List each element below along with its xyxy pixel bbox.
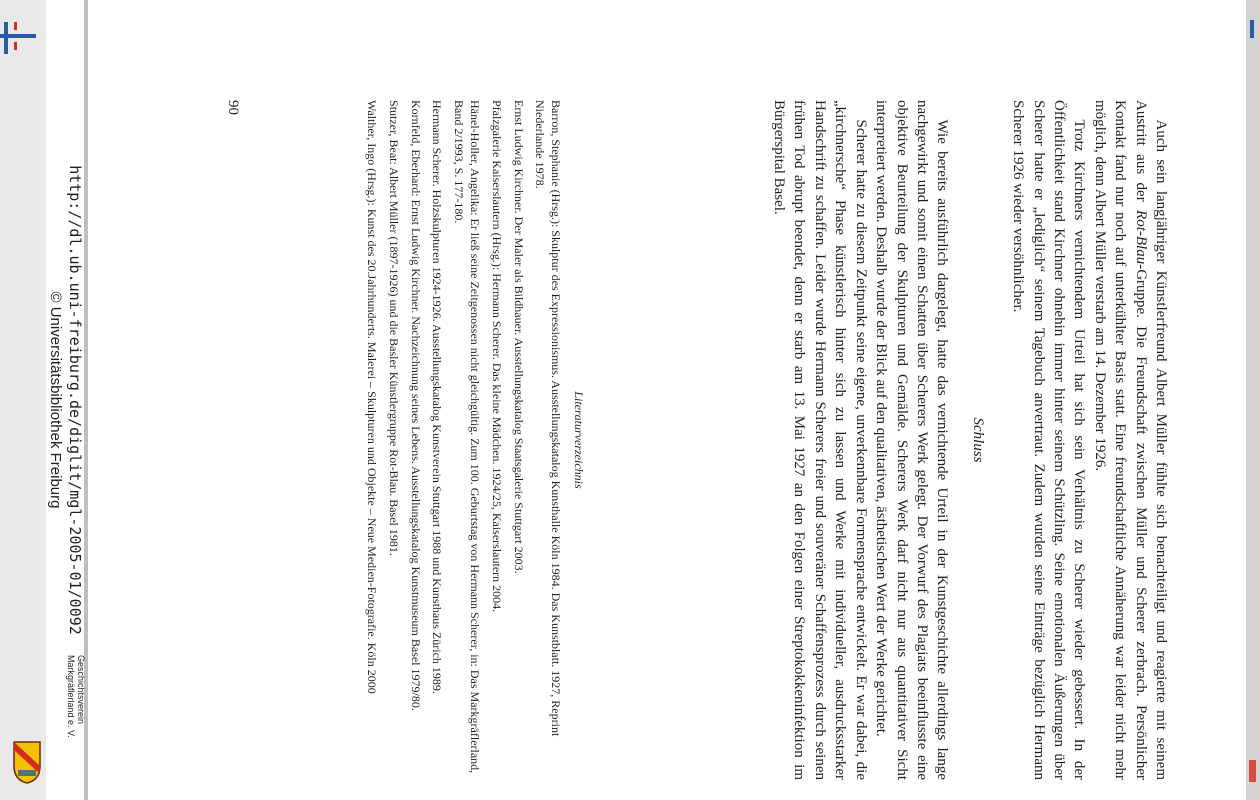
bibliography-entry: Hermann Scherer. Holzskulpturen 1924-1926. Ausstellungskatalog Kunstverein Stuttgart 1988 und Kunsthaus Zürich 1989.: [430, 100, 445, 694]
edge-marks-icon: [1247, 20, 1257, 800]
bibliography-entry: Hänel-Holler, Angelika: Er ließ seine Zeitgenossen nicht gleichgültig. Zum 100. Geburtstag von Hermann Scherer, in: Das Markgräflerland, Band 2/1993, S. 177-180.: [452, 100, 483, 774]
paragraph-text: -Gruppe. Die Freundschaft zwischen Müller und Scherer zerbrach. Persönlicher Kontakt fand nur noch auf unterkühlter Basis statt. Eine freundschaftliche Annäherung war leider nicht mehr möglich, denn Albert Müller verstarb am 14. Dezember 1926.: [1091, 100, 1149, 780]
paragraph-kirchner: [1008, 100, 1090, 780]
section-title: Schluss: [969, 417, 986, 463]
bibliography-entry: Stutzer, Beat: Albert Müller (1897-1926) und die Basler Künstlergruppe Rot-Blau. Basel 1981.: [386, 100, 401, 556]
conclusion-paragraph-2: Scherer hatte zu diesem Zeitpunkt seine eigene, unverkennbare Formensprache entwickelt. Er war dabei, die „kirchnersche“ Phase künstlerisch hinter sich zu lassen und Werke mit individueller, ausdrucksstarker Handschrift zu schaffen. Leider wurde Hermann Scherers freier und souveräner Schaffensprozess durch seinen frühen Tod abrupt beendet, denn er starb am 13. Mai 1927 an den Folgen einer Streptokokkeninfektion im Bürgerspital Basel.: [771, 100, 869, 780]
bibliography-entry: Ernst Ludwig Kirchner. Der Maler als Bildhauer. Ausstellungskatalog Staatsgalerie Stuttgart 2003.: [511, 100, 526, 574]
paragraph-mueller: [1089, 100, 1171, 780]
document-page: [46, 0, 1246, 800]
rotated-page-content: [46, 0, 1246, 800]
paragraph-text: Auch sein langjähriger Künstlerfreund Albert Müller fühlte sich benachteiligt und reagierte mit seinem Austritt aus der: [1132, 100, 1169, 780]
page-number: 90: [225, 100, 241, 115]
footer-copyright: © Universitätsbibliothek Freiburg: [47, 291, 64, 509]
viewer-right-margin: [1246, 0, 1259, 800]
conclusion-paragraph-1: Wie bereits ausführlich dargelegt, hatte das vernichtende Urteil in der Kunstgeschichte allerdings lange nachgewirkt und somit einen Schatten über Scherers Werk gelegt. Der Vorwurf des Plagiats beeinflusste eine objektive Beurteilung der Skulpturen und Gemälde. Scherers Werk darf nicht nur aus quantitativer Sicht interpretiert werden. Deshalb wurde der Blick auf den qualitativen, ästhetischen Wert der Werke gerichtet.: [873, 100, 951, 780]
paragraph-text: Trotz Kirchners vernichtendem Urteil hat sich sein Verhältnis zu Scherer wieder gebessert. In der Öffentlichkeit stand Kirchner ohnehin immer hinter seinem Schützling. Seine emotionalen Äußerungen über Scherer hatte er „lediglich“ seinem Tagebuch anvertraut. Zudem wurden seine Einträge bezüglich Hermann Scherer 1926 wieder versöhnlicher.: [1010, 100, 1088, 780]
bibliography-entry: Barron, Stephanie (Hrsg.): Skulptur des Expressionismus. Ausstellungskatalog Kunsthalle Köln 1984. Das Kunstblatt. 1927, Reprint Niederlande 1978.: [533, 100, 564, 737]
footer-url-link[interactable]: http://dl.ub.uni-freiburg.de/diglit/mgl-2005-01/0092: [66, 165, 84, 635]
viewer-left-margin: [0, 0, 47, 800]
society-name-line: Geschichtsverein: [76, 655, 86, 725]
bibliography-title: Literaturverzeichnis: [572, 391, 586, 489]
bibliography-entry: Pfalzgalerie Kaiserslautern (Hrsg.): Hermann Scherer. Das kleine Mädchen. 1924/25, Kaiserslautern 2004.: [489, 100, 504, 613]
bibliography-entry: Walther, Ingo (Hrsg.): Kunst des 20.Jahrhunderts. Malerei – Skulpturen und Objekte – Neue Medien-Fotografie. Köln 2000: [365, 100, 380, 694]
society-crest-icon: [12, 740, 42, 784]
university-logo-icon: [0, 20, 40, 56]
italic-group-name: Rot-Blau: [1132, 210, 1149, 265]
main-text-column: [769, 100, 1171, 780]
society-name-line: Markgräflerland e. V.: [66, 655, 76, 738]
bibliography-entry: Kornfeld, Eberhard: Ernst Ludwig Kirchner. Nachzeichnung seines Lebens. Ausstellungskatalog Kunstmuseum Basel 1979/80.: [408, 100, 423, 711]
bibliography: [357, 100, 586, 780]
society-logo-text: [66, 655, 86, 738]
